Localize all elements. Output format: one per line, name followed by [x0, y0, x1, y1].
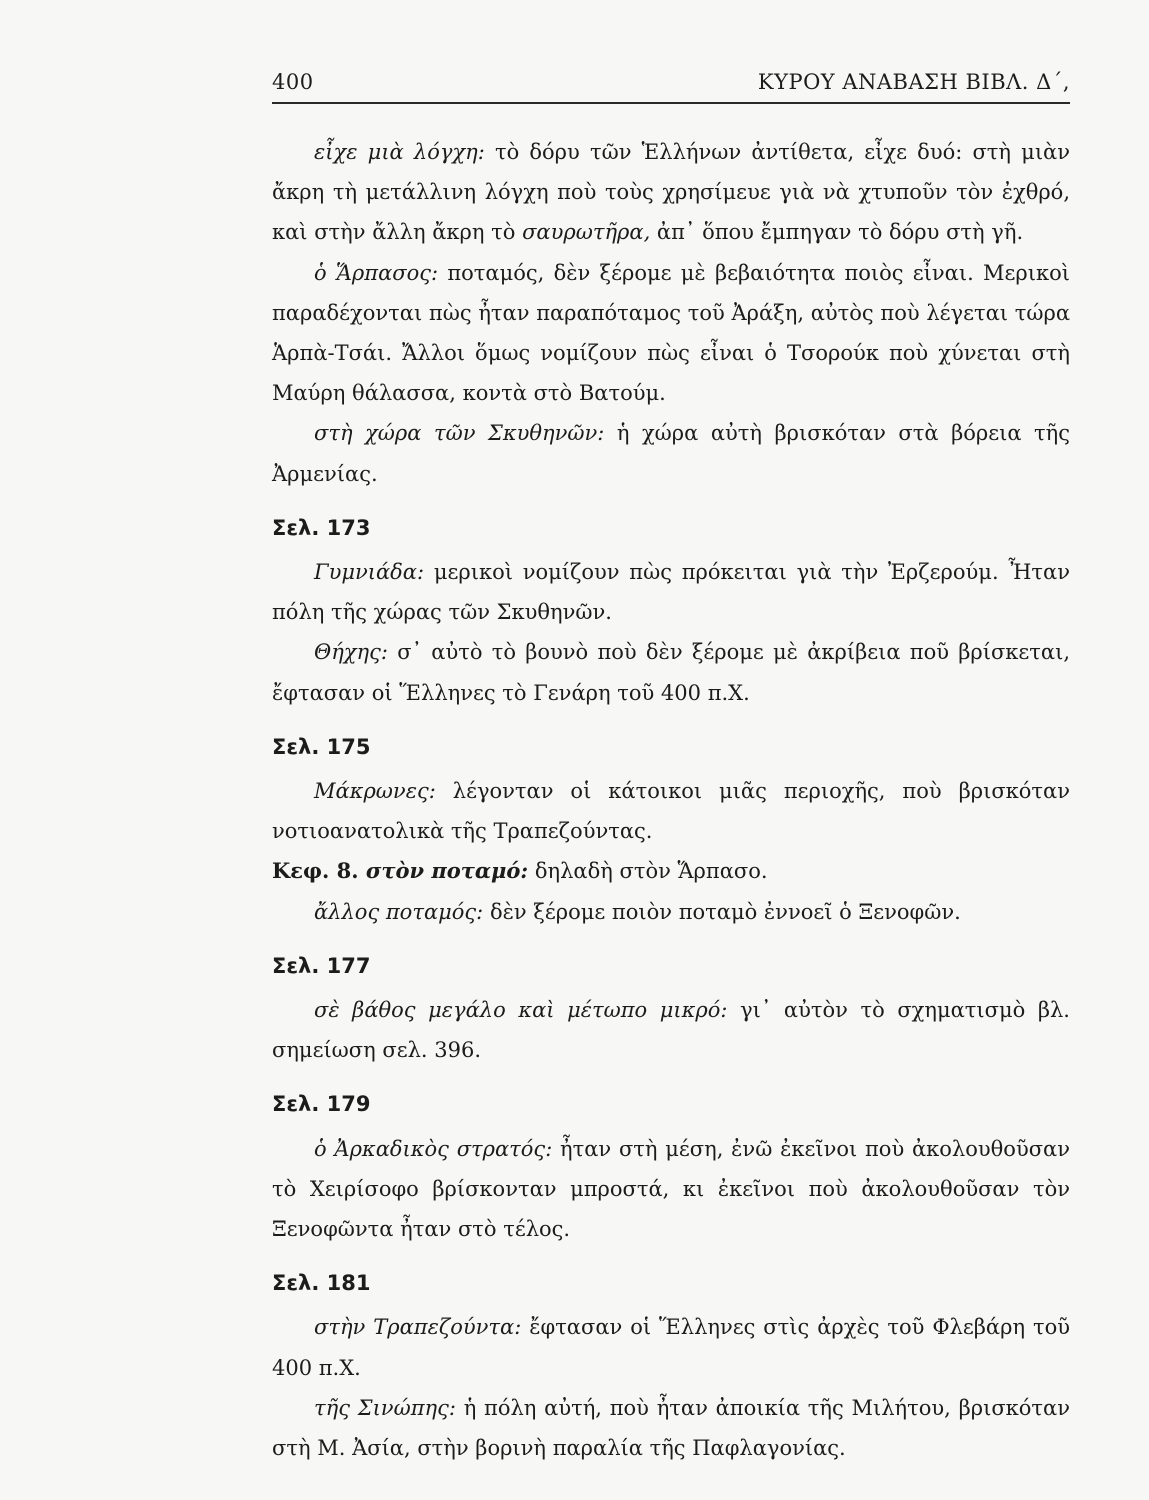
note-paragraph	[272, 632, 1070, 712]
note-text: σ᾿ αὐτὸ τὸ βουνὸ ποὺ δὲν ξέρομε μὲ ἀκρίβεια ποῦ βρίσκεται, ἔφτασαν οἱ Ἕλληνες τὸ Γενάρη τοῦ 400 π.Χ.	[272, 640, 1070, 705]
note-paragraph	[272, 253, 1070, 414]
note-term: ὁ Ἅρπασος:	[314, 260, 439, 285]
note-text: δὲν ξέρομε ποιὸν ποταμὸ ἐννοεῖ ὁ Ξενοφῶν.	[483, 899, 961, 924]
note-paragraph	[272, 892, 1070, 932]
running-title: ΚΥΡΟΥ ΑΝΑΒΑΣΗ ΒΙΒΛ. Δ΄,	[757, 70, 1070, 94]
note-term: σὲ βάθος μεγάλο καὶ μέτωπο μικρό:	[314, 998, 728, 1023]
note-text: γι᾿ αὐτὸν τὸ σχηματισμὸ βλ. σημείωση σελ. 396.	[272, 998, 1070, 1063]
note-paragraph	[272, 1388, 1070, 1468]
page-number: 400	[272, 70, 314, 94]
section-heading: Σελ. 173	[272, 515, 371, 540]
section-heading: Σελ. 179	[272, 1092, 371, 1117]
note-term: ἄλλος ποταμός:	[314, 899, 484, 924]
note-text: ἡ χώρα αὐτὴ βρισκόταν στὰ βόρεια τῆς Ἀρμενίας.	[272, 421, 1070, 486]
note-text: τὸ δόρυ τῶν Ἑλλήνων ἀντίθετα, εἶχε δυό: στὴ μιὰν ἄκρη τὴ μετάλλινη λόγχη ποὺ τοὺς χρησίμευε γιὰ νὰ χτυποῦν τὸν ἐχθρό, καὶ στὴν ἄλλη ἄκρη τὸ	[272, 140, 1071, 245]
note-term: στὴ χώρα τῶν Σκυθηνῶν:	[314, 421, 605, 446]
note-term: εἶχε μιὰ λόγχη:	[314, 140, 485, 164]
note-paragraph	[272, 413, 1070, 493]
section-heading: Σελ. 177	[272, 953, 371, 978]
note-term: Γυμνιάδα:	[314, 560, 425, 585]
note-paragraph	[272, 1129, 1070, 1250]
note-text: ποταμός, δὲν ξέρομε μὲ βεβαιότητα ποιὸς εἶναι. Μερικοὶ παραδέχονται πὼς ἦταν παραπόταμος τοῦ Ἀράξη, αὐτὸς ποὺ λέγεται τώρα Ἁρπὰ-Τσάι. Ἄλλοι ὅμως νομίζουν πὼς εἶναι ὁ Τσορούκ ποὺ χύνεται στὴ Μαύρη θάλασσα, κοντὰ στὸ Βατούμ.	[272, 260, 1070, 406]
note-term: σαυρωτῆρα,	[522, 220, 651, 245]
note-paragraph	[272, 132, 1070, 253]
page-header	[272, 70, 1070, 94]
note-text: ἦταν στὴ μέση, ἐνῶ ἐκεῖνοι ποὺ ἀκολουθοῦσαν τὸ Χειρίσοφο βρίσκονταν μπροστά, κι ἐκεῖνοι ποὺ ἀκολουθοῦσαν τὸν Ξενοφῶντα ἦταν στὸ τέλος.	[272, 1136, 1070, 1242]
note-term: Θήχης:	[314, 640, 388, 665]
note-paragraph	[272, 771, 1070, 851]
notes-body	[272, 132, 1070, 1468]
section-heading: Σελ. 181	[272, 1271, 371, 1296]
note-text: ἡ πόλη αὐτή, ποὺ ἦταν ἀποικία τῆς Μιλήτου, βρισκόταν στὴ Μ. Ἀσία, στὴν βορινὴ παραλία τῆς Παφλαγονίας.	[272, 1395, 1070, 1461]
note-paragraph	[272, 990, 1070, 1070]
note-text: δηλαδὴ στὸν Ἅρπασο.	[528, 859, 768, 884]
chapter-ref: Κεφ. 8.	[272, 858, 359, 884]
note-text: λέγονταν οἱ κάτοικοι μιᾶς περιοχῆς, ποὺ βρισκόταν νοτιοανατολικὰ τῆς Τραπεζούντας.	[272, 779, 1070, 844]
note-text: ἀπ᾿ ὅπου ἔμπηγαν τὸ δόρυ στὴ γῆ.	[650, 220, 1024, 245]
header-rule	[272, 102, 1070, 104]
note-term: στὸν ποταμό:	[358, 858, 529, 884]
note-paragraph	[272, 1307, 1070, 1387]
section-heading: Σελ. 175	[272, 734, 371, 759]
note-paragraph	[272, 851, 1070, 891]
note-term: τῆς Σινώπης:	[314, 1395, 456, 1420]
note-term: στὴν Τραπεζούντα:	[314, 1315, 522, 1340]
note-text: μερικοὶ νομίζουν πὼς πρόκειται γιὰ τὴν Ἐρζερούμ. Ἦταν πόλη τῆς χώρας τῶν Σκυθηνῶν.	[272, 560, 1070, 625]
note-term: Μάκρωνες:	[314, 779, 436, 804]
note-text: ἔφτασαν οἱ Ἕλληνες στὶς ἀρχὲς τοῦ Φλεβάρη τοῦ 400 π.Χ.	[272, 1315, 1070, 1380]
note-term: ὁ Ἀρκαδικὸς στρατός:	[314, 1136, 553, 1161]
note-paragraph	[272, 552, 1070, 632]
